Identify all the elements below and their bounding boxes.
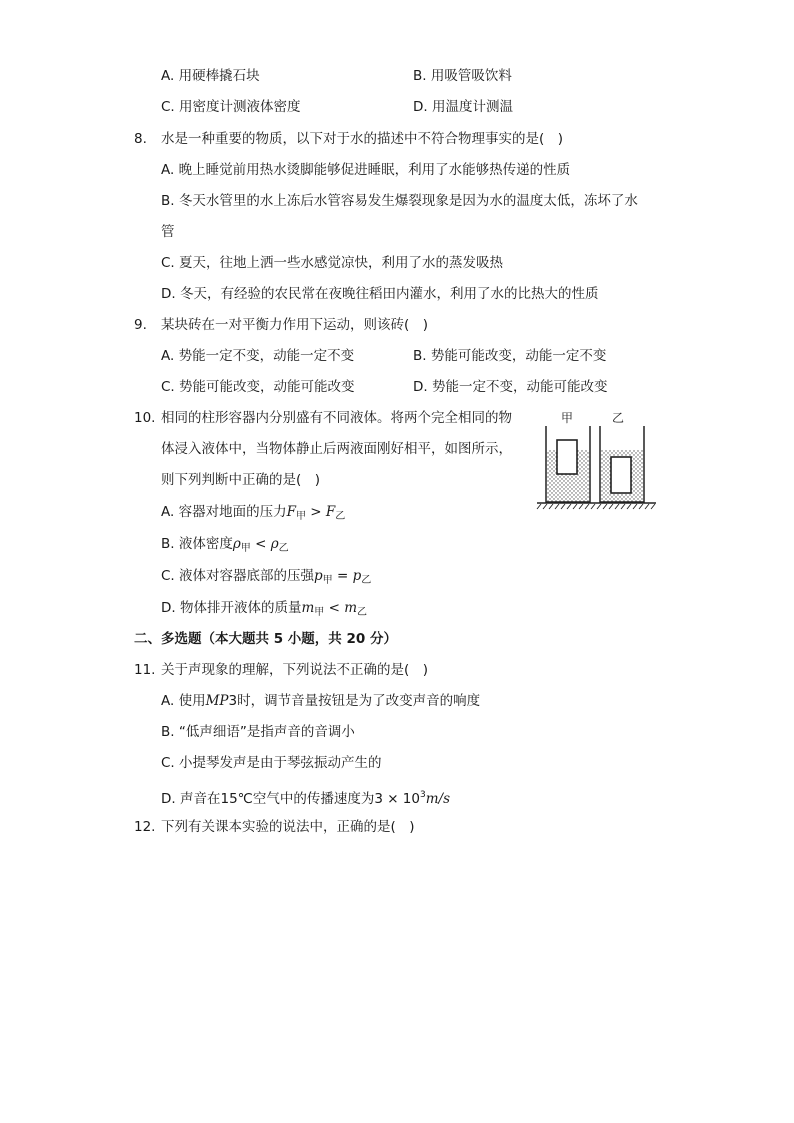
q10-stem-line3: 则下列判断中正确的是( ) xyxy=(161,472,321,488)
q9-option-b: B. 势能可能改变，动能一定不变 xyxy=(413,348,607,364)
q10-option-a: A. 容器对地面的压力$F_甲 > F_乙$ xyxy=(161,504,346,522)
q10-option-d: D. 物体排开液体的质量$m_甲 < m_乙$ xyxy=(161,600,368,618)
q11-option-d: D. 声音在15℃空气中的传播速度为$3 \times 10^3m/s$ xyxy=(161,790,450,807)
q11-option-a: A. 使用MP3时，调节音量按钮是为了改变声音的响度 xyxy=(161,693,481,709)
q11-number: 11. xyxy=(134,662,156,678)
q10-option-c: C. 液体对容器底部的压强$p_甲 = p_乙$ xyxy=(161,568,372,586)
q8-option-c: C. 夏天，往地上洒一些水感觉凉快，利用了水的蒸发吸热 xyxy=(161,255,504,271)
q9-stem: 某块砖在一对平衡力作用下运动，则该砖( ) xyxy=(161,317,429,333)
q8-option-b-continued: 管 xyxy=(161,224,175,240)
q8-number: 8. xyxy=(134,131,147,147)
q9-number: 9. xyxy=(134,317,147,333)
q10-stem-line2: 体浸入液体中，当物体静止后两液面刚好相平，如图所示， xyxy=(161,441,512,457)
q8-option-d: D. 冬天，有经验的农民常在夜晚往稻田内灌水，利用了水的比热大的性质 xyxy=(161,286,599,302)
q7-option-d: D. 用温度计测温 xyxy=(413,99,513,115)
q9-option-a: A. 势能一定不变，动能一定不变 xyxy=(161,348,355,364)
q10-stem-line1: 相同的柱形容器内分别盛有不同液体。将两个完全相同的物 xyxy=(161,410,512,426)
object-jia xyxy=(557,440,577,474)
q11-stem: 关于声现象的理解，下列说法不正确的是( ) xyxy=(161,662,429,678)
q10-number: 10. xyxy=(134,410,156,426)
q7-option-a: A. 用硬棒撬石块 xyxy=(161,68,260,84)
figure-label-yi: 乙 xyxy=(612,411,625,425)
q8-option-a: A. 晚上睡觉前用热水烫脚能够促进睡眠，利用了水能够热传递的性质 xyxy=(161,162,571,178)
q11-option-c: C. 小提琴发声是由于琴弦振动产生的 xyxy=(161,755,382,771)
q11-option-b: B. “低声细语”是指声音的音调小 xyxy=(161,724,355,740)
q10-figure-containers xyxy=(535,408,660,510)
q9-option-c: C. 势能可能改变，动能可能改变 xyxy=(161,379,355,395)
q7-option-b: B. 用吸管吸饮料 xyxy=(413,68,512,84)
q9-option-d: D. 势能一定不变，动能可能改变 xyxy=(413,379,608,395)
q7-option-c: C. 用密度计测液体密度 xyxy=(161,99,301,115)
q10-option-b: B. 液体密度$\rho_甲 < \rho_乙$ xyxy=(161,536,289,554)
q8-stem: 水是一种重要的物质，以下对于水的描述中不符合物理事实的是( ) xyxy=(161,131,564,147)
figure-label-jia: 甲 xyxy=(561,411,574,425)
section-title-multiple-choice: 二、多选题（本大题共 5 小题，共 20 分） xyxy=(134,631,397,647)
q12-stem: 下列有关课本实验的说法中，正确的是( ) xyxy=(161,819,415,835)
object-yi xyxy=(611,457,631,493)
q8-option-b: B. 冬天水管里的水上冻后水管容易发生爆裂现象是因为水的温度太低，冻坏了水 xyxy=(161,193,638,209)
q12-number: 12. xyxy=(134,819,156,835)
